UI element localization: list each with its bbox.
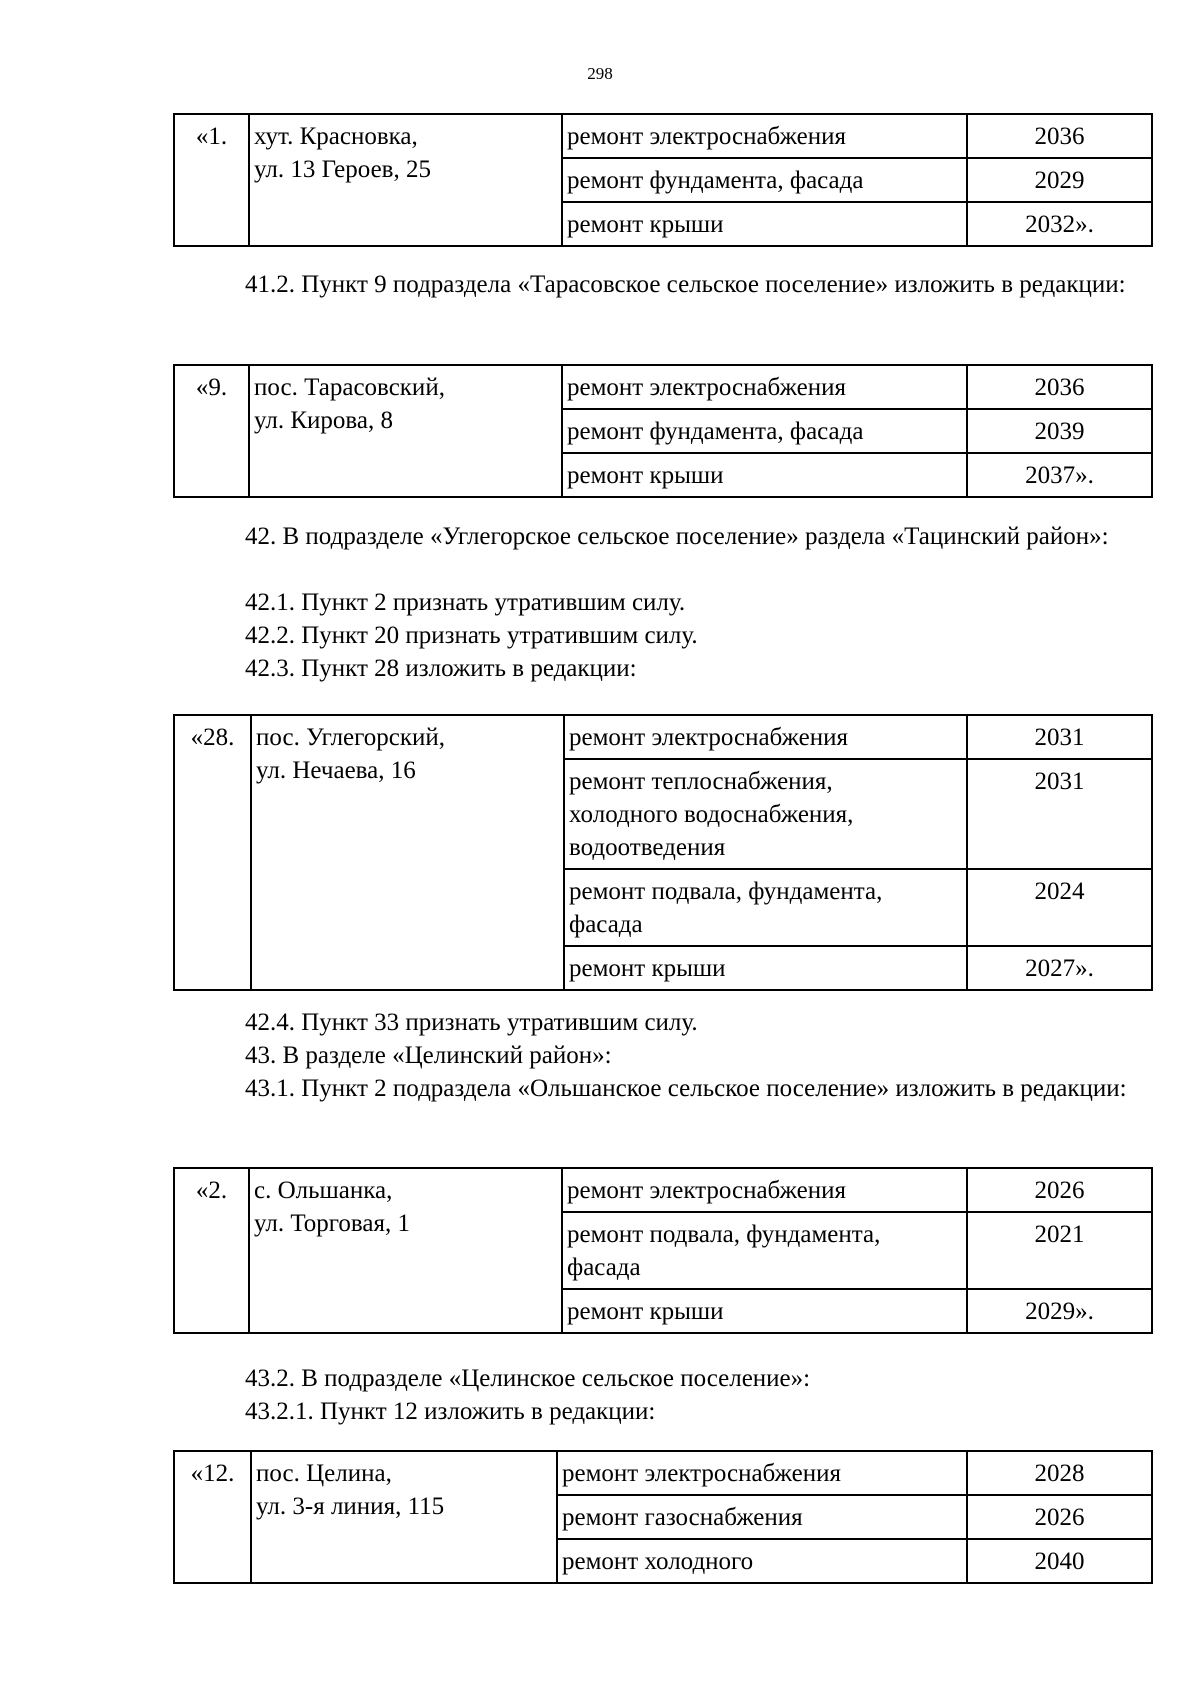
work-type: ремонт теплоснабжения, холодного водоснабжения, водоотведения — [564, 759, 967, 869]
work-type: ремонт фундамента, фасада — [562, 158, 967, 202]
paragraph: 42. В подразделе «Углегорское сельское поселение» раздела «Тацинский район»: — [245, 523, 1109, 550]
work-year: 2031 — [967, 759, 1152, 869]
work-year: 2021 — [967, 1212, 1152, 1289]
items-table — [173, 1167, 1153, 1334]
item-number: «9. — [174, 365, 249, 497]
table-row — [174, 1168, 1152, 1212]
work-year: 2024 — [967, 869, 1152, 946]
paragraph: 42.3. Пункт 28 изложить в редакции: — [245, 655, 637, 682]
paragraph: 42.1. Пункт 2 признать утратившим силу. — [245, 589, 686, 616]
work-type: ремонт фундамента, фасада — [562, 409, 967, 453]
work-year: 2039 — [967, 409, 1152, 453]
work-type: ремонт электроснабжения — [557, 1451, 967, 1495]
table-row — [174, 365, 1152, 409]
paragraph: 41.2. Пункт 9 подраздела «Тарасовское сельское поселение» изложить в редакции: — [245, 271, 1126, 298]
item-address: пос. Целина, ул. 3-я линия, 115 — [251, 1451, 557, 1583]
item-address: пос. Тарасовский, ул. Кирова, 8 — [249, 365, 562, 497]
table-row — [174, 715, 1152, 759]
item-number: «28. — [174, 715, 251, 990]
work-type: ремонт подвала, фундамента, фасада — [562, 1212, 967, 1289]
work-year: 2029». — [967, 1289, 1152, 1333]
paragraph: 43.1. Пункт 2 подраздела «Ольшанское сельское поселение» изложить в редакции: — [245, 1075, 1127, 1102]
item-number: «2. — [174, 1168, 249, 1333]
work-year: 2029 — [967, 158, 1152, 202]
work-type: ремонт крыши — [562, 1289, 967, 1333]
page-number: 298 — [587, 64, 613, 83]
work-type: ремонт электроснабжения — [562, 114, 967, 158]
work-year: 2032». — [967, 202, 1152, 246]
work-type: ремонт газоснабжения — [557, 1495, 967, 1539]
work-year: 2028 — [967, 1451, 1152, 1495]
work-year: 2031 — [967, 715, 1152, 759]
work-type: ремонт электроснабжения — [562, 365, 967, 409]
items-table — [173, 1450, 1153, 1584]
work-year: 2026 — [967, 1495, 1152, 1539]
work-type: ремонт крыши — [564, 946, 967, 990]
work-year: 2036 — [967, 114, 1152, 158]
paragraph: 43.2. В подразделе «Целинское сельское поселение»: — [245, 1365, 811, 1392]
item-address: пос. Углегорский, ул. Нечаева, 16 — [251, 715, 564, 990]
work-type: ремонт подвала, фундамента, фасада — [564, 869, 967, 946]
item-address: с. Ольшанка, ул. Торговая, 1 — [249, 1168, 562, 1333]
paragraph: 43.2.1. Пункт 12 изложить в редакции: — [245, 1398, 656, 1425]
paragraph: 42.2. Пункт 20 признать утратившим силу. — [245, 622, 698, 649]
paragraph: 43. В разделе «Целинский район»: — [245, 1042, 612, 1069]
item-address: хут. Красновка, ул. 13 Героев, 25 — [249, 114, 562, 246]
work-year: 2027». — [967, 946, 1152, 990]
work-type: ремонт холодного — [557, 1539, 967, 1583]
work-year: 2037». — [967, 453, 1152, 497]
work-year: 2036 — [967, 365, 1152, 409]
paragraph: 42.4. Пункт 33 признать утратившим силу. — [245, 1009, 698, 1036]
work-type: ремонт крыши — [562, 202, 967, 246]
item-number: «1. — [174, 114, 249, 246]
item-number: «12. — [174, 1451, 251, 1583]
work-type: ремонт крыши — [562, 453, 967, 497]
work-type: ремонт электроснабжения — [562, 1168, 967, 1212]
items-table — [173, 714, 1153, 991]
work-type: ремонт электроснабжения — [564, 715, 967, 759]
items-table — [173, 364, 1153, 498]
work-year: 2026 — [967, 1168, 1152, 1212]
table-row — [174, 114, 1152, 158]
items-table — [173, 113, 1153, 247]
table-row — [174, 1451, 1152, 1495]
work-year: 2040 — [967, 1539, 1152, 1583]
